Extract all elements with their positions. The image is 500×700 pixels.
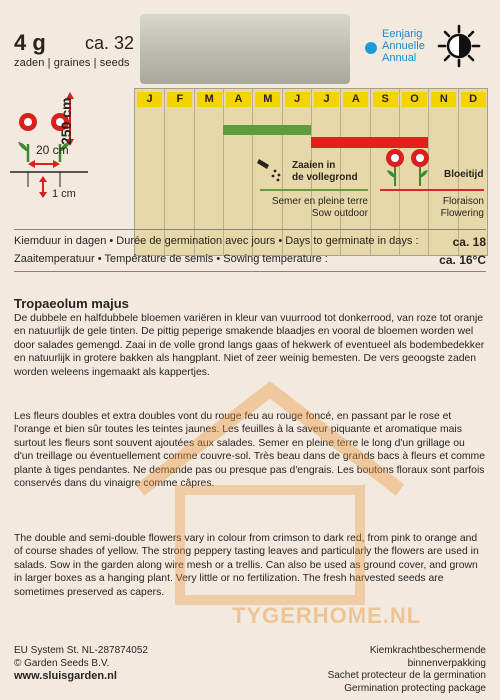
annual-label: Eenjarig Annuelle Annual xyxy=(382,28,425,64)
plant-height-label: 250 cm xyxy=(58,97,74,145)
sow-legend-line xyxy=(260,189,368,191)
species-name: Tropaeolum majus xyxy=(14,296,129,311)
description-nl: De dubbele en halfdubbele bloemen variëren in kleur van vuurrood tot donkerrood, van roze tot oranje en natuurlijk de gele tinten. De pittig peperige smakende blaadjes en vooral de bloemen worden wel door salades gemengd. Zaai in de volle grond langs gaas of hekwerk of eventueel als bodembedekker en natuurlijk in grotere bakken als hangplant. Niet of zeer weinig bemesten. De vers geoogste zaden worden weleens ingemaakt als kappertjes. xyxy=(14,313,485,378)
seed-view-window xyxy=(140,14,350,84)
divider-top xyxy=(14,229,486,230)
bloom-label-fr-en: Floraison Flowering xyxy=(440,196,484,219)
sowing-period-bar xyxy=(223,125,311,135)
seed-units: zaden | graines | seeds xyxy=(14,57,130,69)
month-letter: A xyxy=(226,92,251,107)
annual-dot-icon xyxy=(365,42,377,54)
description-fr: Les fleurs doubles et extra doubles vont du rouge feu au rouge foncé, en passant par le rose et l'orange et bien sûr toutes les teintes jaunes. Les feuilles à la saveur piquante et aromatique mais surtout les fleurs sont souvent ajoutées aux salades. Semer en pleine terre le long d'un grillage ou d'un treillage ou éventuellement comme couvre-sol. Très beau dans de grands bacs à fleurs et comme plante à tiges pendantes. Ne demande pas ou presque pas d'engrais. Les boutons floraux sont parfois conservés dans du vinaigre comme câpres. xyxy=(14,411,485,490)
description-en: The double and semi-double flowers vary in colour from crimson to dark red, from pink to orange and of course shades of yellow. The strong peppery tasting leaves and particularly the flowers are used in salads. Sow in the garden along wire mesh or a trellis. Can also be used as ground cover, and grown in larger boxes as a hanging plant. Very little or no fertilization. The fresh harvested seeds are sometimes preserved as capers. xyxy=(14,533,479,598)
footer-right: Kiemkrachtbeschermende binnenverpakking Sachet protecteur de la germination Germination protecting package xyxy=(327,645,486,694)
month-column xyxy=(164,89,193,255)
germination-days-value: ca. 18 xyxy=(452,235,486,249)
eu-system-number: EU System St. NL-287874052 xyxy=(14,645,148,656)
seed-count: ca. 32 xyxy=(85,33,135,53)
month-letter: S xyxy=(373,92,398,107)
month-column xyxy=(135,89,164,255)
website-link[interactable]: www.sluisgarden.nl xyxy=(14,670,117,682)
germination-days-label: Kiemduur in dagen • Durée de germination avec jours • Days to germinate in days : xyxy=(14,235,419,247)
sowing-temperature-value: ca. 16°C xyxy=(439,253,486,267)
month-letter: J xyxy=(314,92,339,107)
sow-label-nl: Zaaien in de vollegrond xyxy=(292,160,358,183)
bloom-flowers-icon xyxy=(380,146,440,188)
plant-spacing-label: 20 cm xyxy=(36,143,69,157)
watermark-text: TYGERHOME.NL xyxy=(232,603,422,628)
month-letter: D xyxy=(461,92,486,107)
month-letter: N xyxy=(431,92,456,107)
footer-left xyxy=(14,645,148,683)
bloom-legend-line xyxy=(380,189,484,191)
sowing-temperature-label: Zaaitemperatuur • Température de semis • Sowing temperature : xyxy=(14,253,328,265)
sow-label-fr-en: Semer en pleine terre Sow outdoor xyxy=(271,196,368,219)
month-letter: M xyxy=(255,92,280,107)
month-letter: A xyxy=(343,92,368,107)
copyright: © Garden Seeds B.V. xyxy=(14,657,110,669)
month-column xyxy=(223,89,252,255)
seed-weight: 4 g xyxy=(14,30,46,55)
sowing-depth-label: 1 cm xyxy=(52,188,76,200)
month-letter: M xyxy=(197,92,222,107)
month-letter: F xyxy=(167,92,192,107)
month-letter: J xyxy=(137,92,162,107)
bloom-label-nl: Bloeitijd xyxy=(444,169,484,180)
sun-icon xyxy=(437,24,481,68)
month-column xyxy=(194,89,223,255)
month-letter: J xyxy=(285,92,310,107)
month-letter: O xyxy=(402,92,427,107)
divider-bottom xyxy=(14,271,486,272)
germination-days-row xyxy=(14,235,486,247)
sowing-temperature-row xyxy=(14,253,486,265)
watering-can-icon xyxy=(255,153,285,183)
